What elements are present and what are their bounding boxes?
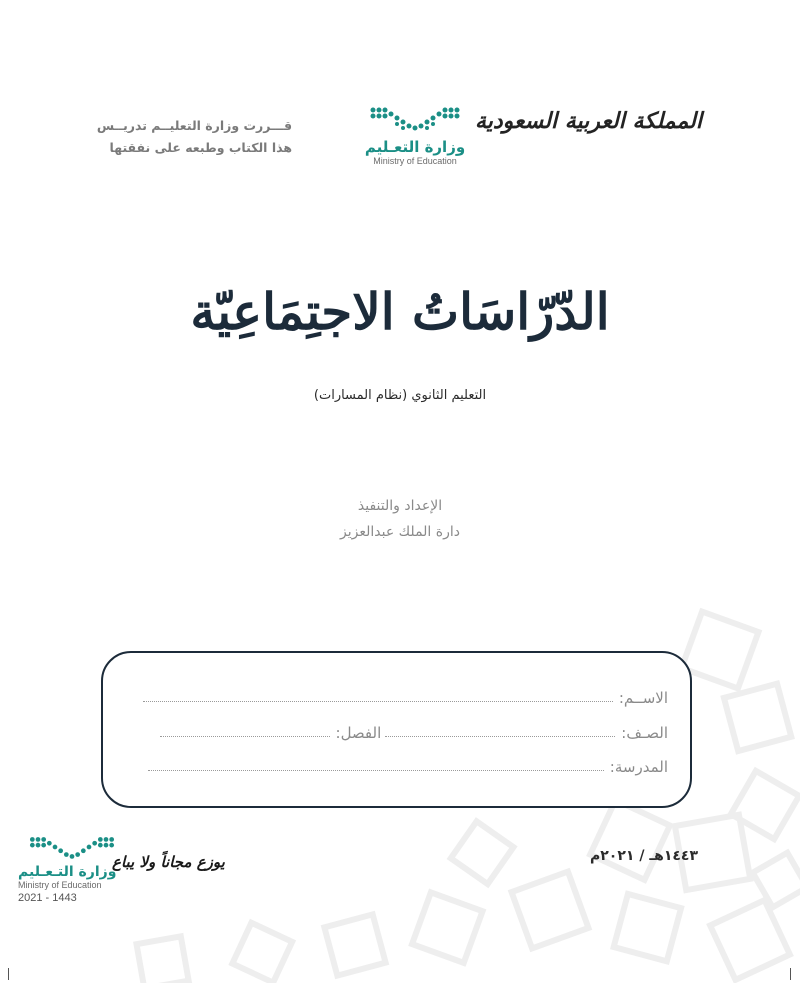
- ministry-name-ar-footer: وزارة التـعـليم: [18, 864, 117, 880]
- approval-line-2: هذا الكتاب وطبعه على نفقتها: [109, 140, 292, 155]
- ministry-dots-icon: [26, 830, 118, 864]
- kingdom-calligraphy-logo: المملكة العربية السعودية: [474, 108, 702, 134]
- ministry-name-en-footer: Ministry of Education: [18, 880, 102, 890]
- school-field[interactable]: [148, 770, 604, 771]
- prep-label: الإعداد والتنفيذ: [357, 498, 443, 514]
- ministry-logo: [340, 100, 490, 180]
- book-subtitle: التعليم الثانوي (نظام المسارات): [313, 388, 487, 403]
- ministry-year-footer: 2021 - 1443: [18, 892, 77, 904]
- school-label: المدرسة:: [609, 758, 668, 776]
- preparation-credit: [0, 493, 800, 545]
- prep-by: دارة الملك عبدالعزيز: [340, 524, 460, 540]
- approval-line-1: قـــررت وزارة التعليــم تدريــس: [96, 118, 292, 133]
- grade-row: [160, 720, 668, 742]
- approval-statement: [92, 115, 292, 159]
- publication-year: ١٤٤٣هـ / ٢٠٢١م: [590, 848, 698, 864]
- crop-mark-right: [790, 968, 791, 980]
- ministry-name-en: Ministry of Education: [373, 156, 457, 166]
- ministry-logo-footer: [18, 830, 118, 904]
- crop-mark-left: [8, 968, 9, 980]
- name-label: الاســم:: [618, 689, 668, 707]
- free-distribution-notice: يوزع مجاناً ولا يباع: [112, 853, 225, 871]
- ministry-dots-icon: [367, 100, 463, 136]
- grade-label: الصـف:: [621, 724, 668, 742]
- school-row: [148, 754, 668, 776]
- grade-field[interactable]: [385, 736, 615, 737]
- student-info-box: [101, 651, 692, 808]
- class-field[interactable]: [160, 736, 330, 737]
- name-row: [143, 685, 668, 707]
- book-title: الدّرّاسَاتُ الاجتِمَاعِيّة: [190, 282, 610, 341]
- ministry-name-ar: وزارة التعـليم: [364, 138, 466, 156]
- name-field[interactable]: [143, 701, 613, 702]
- class-label: الفصل:: [335, 724, 382, 742]
